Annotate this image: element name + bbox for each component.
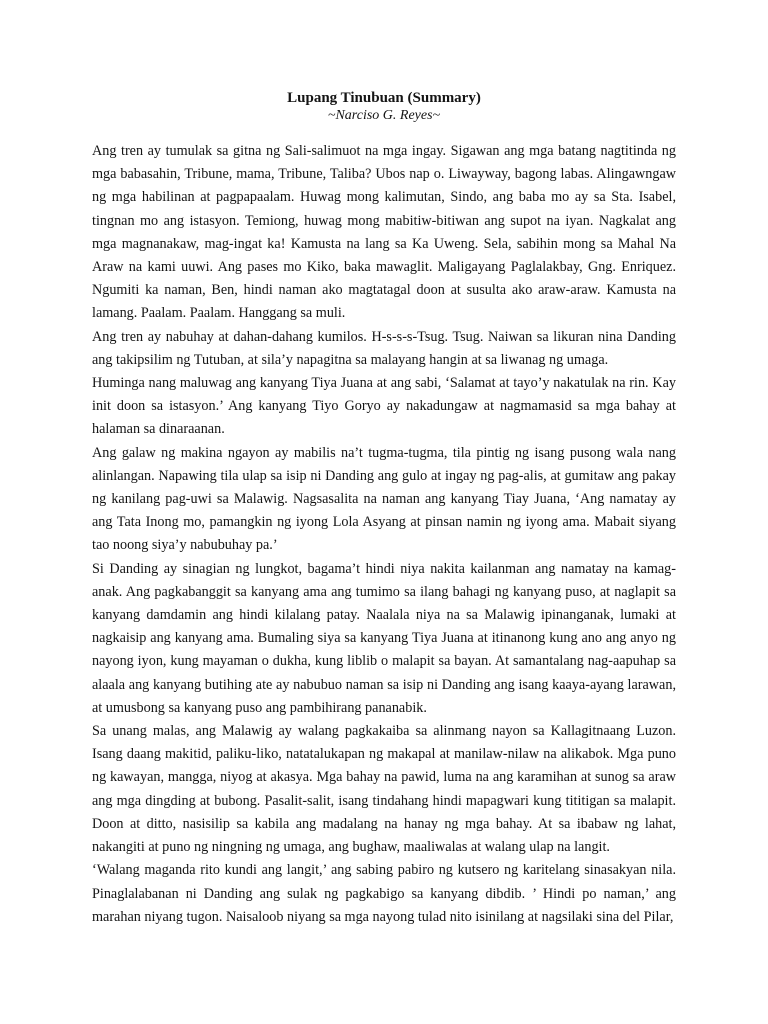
paragraph: Ang galaw ng makina ngayon ay mabilis na’t tugma-tugma, tila pintig ng isang pusong wala nang alinlangan. Napawing tila ulap sa isip ni Danding ang gulo at ingay ng pag-alis, at gumitaw ang pakay ng kanilang pag-uwi sa Malawig. Nagsasalita na naman ang kanyang Tiay Juana, ‘Ang namatay ay ang Tata Inong mo, pamangkin ng iyong Lola Asyang at pinsan namin ng iyong ama. Mabait siyang tao noong siya’y nabubuhay pa.’	[92, 444, 676, 554]
document-title: Lupang Tinubuan (Summary)	[287, 90, 481, 106]
document-author: ~Narciso G. Reyes~	[327, 108, 441, 123]
paragraph: Ang tren ay nabuhay at dahan-dahang kumilos. H-s-s-s-Tsug. Tsug. Naiwan sa likuran nina Danding ang takipsilim ng Tutuban, at sila’y napagitna sa malayang hangin at sa liwanag ng umaga.	[92, 328, 676, 368]
document-header	[0, 89, 768, 124]
paragraph: Sa unang malas, ang Malawig ay walang pagkakaiba sa alinmang nayon sa Kallagitnaang Luzon. Isang daang makitid, paliku-liko, natatalukapan ng makapal at manilaw-nilaw na alikabok. Mga puno ng kawayan, mangga, niyog at akasya. Mga bahay na pawid, luma na ang karamihan at sunog sa araw ang mga dingding at bubong. Pasalit-salit, isang tindahang hindi mapagwari kung tititigan sa malapit. Doon at ditto, nasisilip sa kabila ang madalang na hanay ng mga bahay. At sa ibabaw ng lahat, nakangiti at puno ng ningning ng umaga, ang bughaw, maaliwalas at walang ulap na langit.	[92, 723, 676, 856]
paragraph: Ang tren ay tumulak sa gitna ng Sali-salimuot na mga ingay. Sigawan ang mga batang nagtitinda ng mga babasahin, Tribune, mama, Tribune, Taliba? Ubos nap o. Liwayway, bagong labas. Alingawngaw ng mga habilinan at pagpapaalam. Huwag mong kalimutan, Sindo, ang baba mo ay sa Sta. Isabel, tingnan mo ang istasyon. Temiong, huwag mong mabitiw-bitiwan ang supot na iyan. Nagkalat ang mga magnanakaw, mag-ingat ka! Kamusta na lang sa Ka Uweng. Sela, sabihin mong sa Mahal Na Araw na kami uuwi. Ang pases mo Kiko, baka mawaglit. Maligayang Paglalakbay, Gng. Enriquez. Ngumiti ka naman, Ben, hindi naman ako magtatagal doon at susulta ako araw-araw. Kamusta na lamang. Paalam. Paalam. Hanggang sa muli.	[92, 143, 676, 322]
paragraph: Si Danding ay sinagian ng lungkot, bagama’t hindi niya nakita kailanman ang namatay na kamag-anak. Ang pagkabanggit sa kanyang ama ang tumimo sa ilang bahagi ng kanyang puso, at naglapit sa kanyang damdamin ang hindi kilalang patay. Naalala niya na sa Malawig ipinanganak, lumaki at nagkaisip ang kanyang ama. Bumaling siya sa kanyang Tiya Juana at itinanong kung ano ang anyo ng nayong iyon, kung mayaman o dukha, kung liblib o malapit sa bayan. At samantalang nag-aapuhap sa alaala ang kanyang butihing ate ay nabubuo naman sa isip ni Danding ang isang kaaya-ayang larawan, at umusbong sa kanyang puso ang pambihirang pananabik.	[92, 560, 676, 716]
document-body	[92, 140, 676, 929]
paragraph: Huminga nang maluwag ang kanyang Tiya Juana at ang sabi, ‘Salamat at tayo’y nakatulak na rin. Kay init doon sa istasyon.’ Ang kanyang Tiyo Goryo ay nakadungaw at nagmamasid sa mga bahay at halaman sa dinaraanan.	[92, 375, 676, 438]
paragraph: ‘Walang maganda rito kundi ang langit,’ ang sabing pabiro ng kutsero ng karitelang sinasakyan nila. Pinaglalabanan ni Danding ang sulak ng pagkabigo sa kanyang dibdib. ’ Hindi po naman,’ ang marahan niyang tugon. Naisaloob niyang sa mga nayong tulad nito isinilang at nagsilaki sina del Pilar,	[92, 862, 676, 925]
